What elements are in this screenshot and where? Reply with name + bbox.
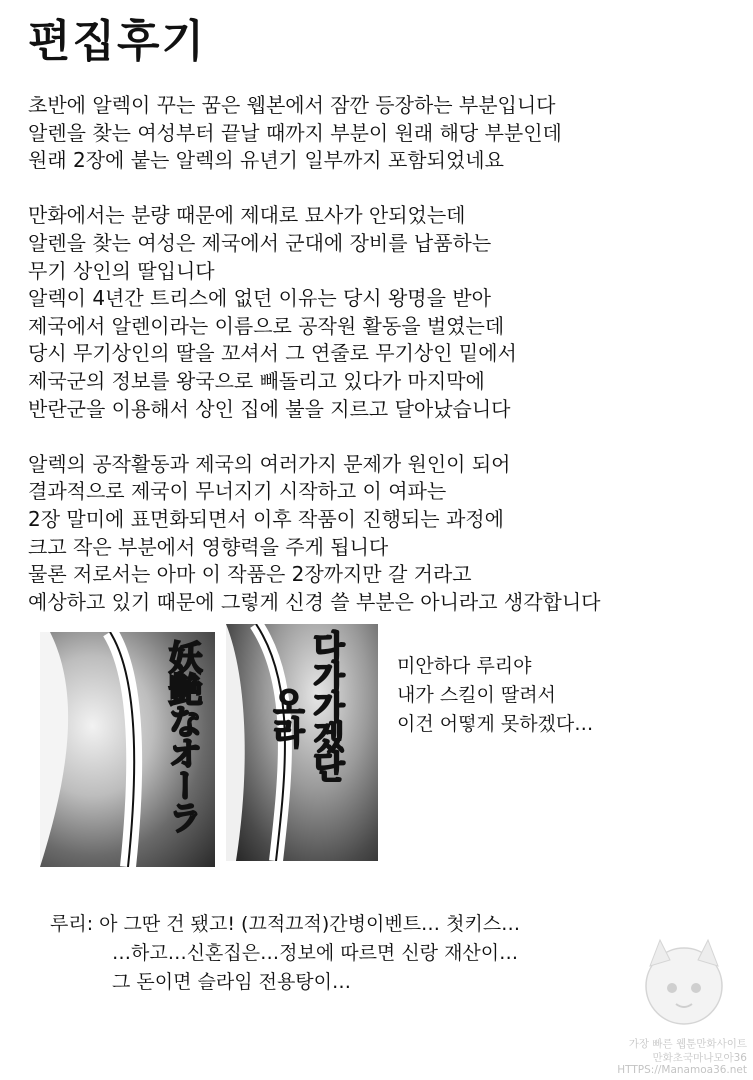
text-line: 제국에서 알렌이라는 이름으로 공작원 활동을 벌였는데 bbox=[28, 313, 505, 338]
text-line: 그 돈이면 슬라임 전용탕이… bbox=[112, 971, 352, 993]
text-line: 반란군을 이용해서 상인 집에 불을 지르고 달아났습니다 bbox=[28, 396, 511, 421]
watermark-line: HTTPS://Manamoa36.net bbox=[617, 1064, 747, 1076]
text-line: 물론 저로서는 아마 이 작품은 2장까지만 갈 거라고 bbox=[28, 562, 472, 587]
paragraph-3 bbox=[28, 451, 738, 617]
text-line: 알렉의 공작활동과 제국의 여러가지 문제가 원인이 되어 bbox=[28, 451, 511, 476]
side-comment bbox=[397, 652, 593, 739]
text-line: 무기 상인의 딸입니다 bbox=[28, 258, 215, 283]
character-dialog bbox=[50, 910, 520, 997]
site-watermark bbox=[617, 926, 747, 1076]
sfx-text-right-b: 오라 bbox=[268, 686, 306, 746]
hair-highlight bbox=[226, 624, 245, 861]
text-line: 당시 무기상인의 딸을 꼬셔서 그 연줄로 무기상인 밑에서 bbox=[28, 341, 517, 366]
mascot-watermark-icon bbox=[622, 926, 747, 1036]
text-line: 2장 말미에 표면화되면서 이후 작품이 진행되는 과정에 bbox=[28, 506, 504, 531]
text-line: 원래 2장에 붙는 알렉의 유년기 일부까지 포함되었네요 bbox=[28, 148, 504, 173]
text-line: 미안하다 루리야 bbox=[397, 655, 532, 677]
text-line: 루리: 아 그딴 건 됐고! (끄적끄적)간병이벤트… 첫키스… bbox=[50, 913, 521, 935]
page-title: 편집후기 bbox=[28, 16, 207, 67]
text-line: 초반에 알렉이 꾸는 꿈은 웹본에서 잠깐 등장하는 부분입니다 bbox=[28, 93, 556, 117]
paragraph-1 bbox=[28, 92, 738, 175]
watermark-line: 만화초국마나모아36 bbox=[652, 1052, 747, 1064]
text-line: 이건 어떻게 못하겠다… bbox=[397, 713, 594, 735]
hair-highlight bbox=[40, 632, 68, 867]
comic-panel-left bbox=[40, 632, 215, 867]
text-line: 크고 작은 부분에서 영향력을 주게 됩니다 bbox=[28, 534, 389, 559]
watermark-line: 가장 빠른 웹툰만화사이트 bbox=[628, 1038, 747, 1050]
text-line: 알렌을 찾는 여성부터 끝날 때까지 부분이 원래 해당 부분인데 bbox=[28, 120, 562, 145]
text-line: 결과적으로 제국이 무너지기 시작하고 이 여파는 bbox=[28, 479, 447, 504]
text-line: 예상하고 있기 때문에 그렇게 신경 쓸 부분은 아니라고 생각합니다 bbox=[28, 589, 601, 614]
paragraph-2 bbox=[28, 202, 738, 423]
text-line: 제국군의 정보를 왕국으로 빼돌리고 있다가 마지막에 bbox=[28, 368, 485, 393]
sfx-text-right-a: 다가가겠단 bbox=[308, 630, 346, 780]
sfx-text-left: 妖艶なオーラ bbox=[162, 640, 202, 832]
comic-panel-right bbox=[226, 624, 378, 861]
text-line: 내가 스킬이 딸려서 bbox=[397, 684, 556, 706]
text-line: 만화에서는 분량 때문에 제대로 묘사가 안되었는데 bbox=[28, 203, 466, 228]
afterword-body bbox=[28, 92, 738, 616]
text-line: …하고…신혼집은…정보에 따르면 신랑 재산이… bbox=[112, 942, 519, 964]
text-line: 알렌을 찾는 여성은 제국에서 군대에 장비를 납품하는 bbox=[28, 230, 492, 255]
text-line: 알렉이 4년간 트리스에 없던 이유는 당시 왕명을 받아 bbox=[28, 286, 491, 311]
